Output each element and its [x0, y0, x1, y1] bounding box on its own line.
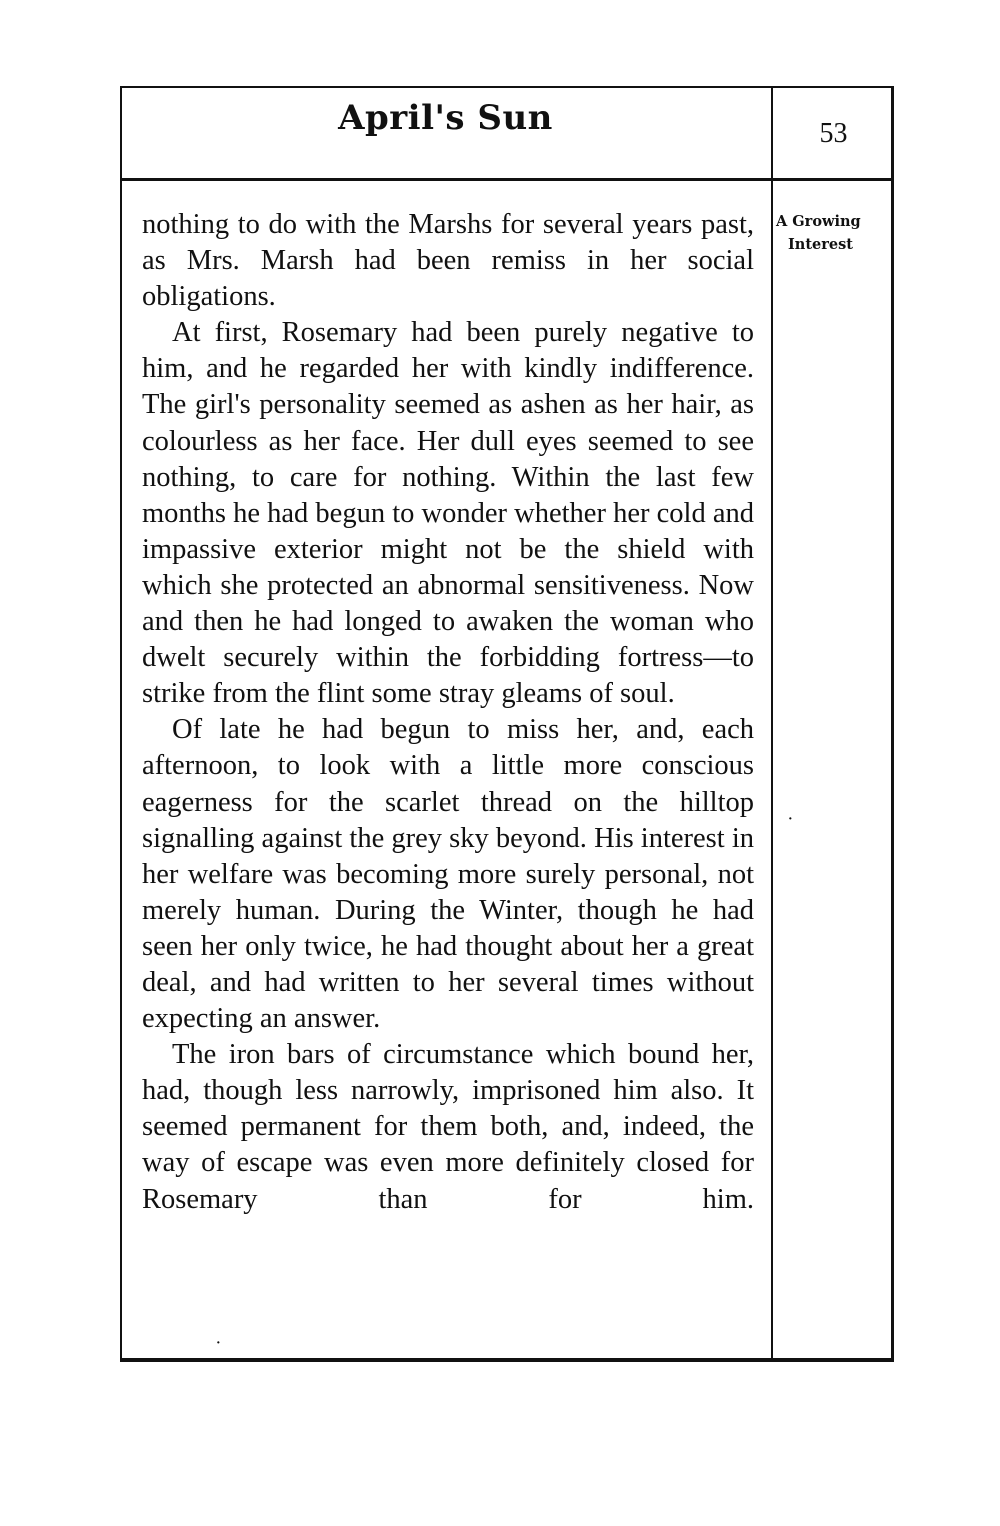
- paragraph-2: At first, Rosemary had been purely negative to him, and he regarded her with kindly indifference. The girl's personality seemed as ashen as her hair, as colourless as her face. Her dull eyes seemed to see nothing, to care for nothing. Within the last few months he had begun to wonder whether her cold and impassive exterior might not be the shield with which she protected an abnormal sensitiveness. Now and then he had longed to awaken the woman who dwelt securely within the forbidding fortress—to strike from the flint some stray gleams of soul.: [142, 317, 754, 710]
- margin-note: [776, 210, 894, 256]
- body-text: [142, 207, 754, 1218]
- paragraph-3: Of late he had begun to miss her, and, each afternoon, to look with a little more conscious eagerness for the scarlet thread on the hilltop signalling against the grey sky beyond. His interest in her welfare was becoming more surely personal, not merely human. During the Winter, though he had seen her only twice, he had thought about her a great deal, and had written to her several times without expecting an answer.: [142, 714, 754, 1035]
- running-title: April's Sun: [338, 98, 553, 138]
- header-rule: [120, 178, 894, 181]
- margin-note-line-2: Interest: [788, 236, 853, 253]
- stray-mark: ·: [216, 1336, 221, 1351]
- paragraph-1: nothing to do with the Marshs for several years past, as Mrs. Marsh had been remiss in her social obligations.: [142, 209, 754, 313]
- paragraph-4: The iron bars of circumstance which bound her, had, though less narrowly, imprisoned him also. It seemed permanent for them both, and, indeed, the way of escape was even more definitely closed for Rosemary than for him.: [142, 1039, 754, 1215]
- margin-note-line-1: A Growing: [776, 213, 861, 230]
- page-number: 53: [819, 118, 848, 149]
- stray-mark: ·: [788, 812, 793, 827]
- column-divider: [771, 86, 773, 1362]
